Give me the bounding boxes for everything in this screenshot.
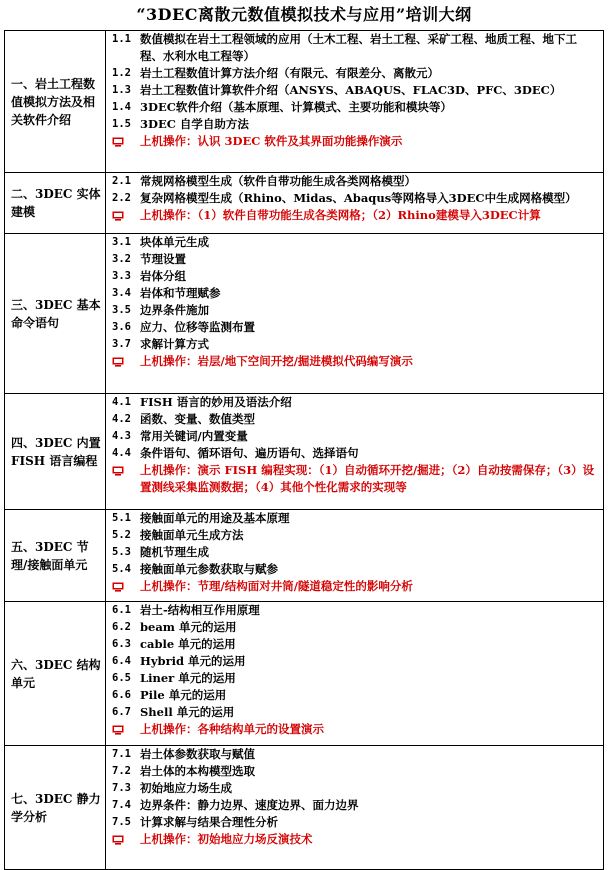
outline-item [106,319,603,336]
item-number: 5.3 [112,546,131,558]
training-outline-table [4,30,604,870]
item-number: 1.3 [112,84,131,96]
item-text: 岩体分组 [140,269,186,283]
lab-text: 上机操作：各种结构单元的设置演示 [140,722,324,736]
outline-item [106,411,603,428]
module-items [106,510,604,602]
lab-text: 上机操作：演示 FISH 编程实现：（1）自动循环开挖/掘进；（2）自动按需保存；（3）设置测线采集监测数据；（4）其他个性化需求的实现等 [140,463,595,494]
item-text: 岩土工程数值计算方法介绍（有限元、有限差分、离散元） [140,66,439,80]
item-number: 1.4 [112,101,131,113]
module-row [5,602,604,746]
computer-icon [112,133,140,150]
outline-item [106,687,603,704]
item-text: 求解计算方式 [140,337,209,351]
document-title: “3DEC离散元数值模拟技术与应用”培训大纲 [136,5,472,24]
item-text: 接触面单元的用途及基本原理 [140,511,290,525]
outline-item [106,814,603,831]
lab-exercise [106,831,603,848]
module-items [106,31,604,173]
outline-item [106,704,603,721]
item-number: 4.2 [112,413,131,425]
item-text: 块体单元生成 [140,235,209,249]
lab-text: 上机操作：岩层/地下空间开挖/掘进模拟代码编写演示 [140,354,413,368]
module-row [5,31,604,173]
lab-text: 上机操作：认识 3DEC 软件及其界面功能操作演示 [140,134,403,148]
item-number: 5.4 [112,563,131,575]
outline-item [106,510,603,527]
item-number: 2.2 [112,192,131,204]
item-number: 5.1 [112,512,131,524]
item-text: cable 单元的运用 [140,637,236,651]
item-text: 岩土-结构相互作用原理 [140,603,260,617]
lab-exercise [106,578,603,595]
item-text: 边界条件施加 [140,303,209,317]
item-number: 6.7 [112,706,131,718]
item-number: 3.7 [112,338,131,350]
outline-item [106,780,603,797]
module-row [5,394,604,510]
item-number: 5.2 [112,529,131,541]
outline-item [106,99,603,116]
item-number: 4.3 [112,430,131,442]
lab-text: 上机操作：节理/结构面对井筒/隧道稳定性的影响分析 [140,579,413,593]
item-text: 应力、位移等监测布置 [140,320,255,334]
computer-icon [112,353,140,370]
item-number: 6.5 [112,672,131,684]
outline-item [106,636,603,653]
item-number: 2.1 [112,175,131,187]
item-number: 3.6 [112,321,131,333]
computer-icon [112,721,140,738]
item-text: 接触面单元参数获取与赋参 [140,562,278,576]
lab-text: 上机操作：（1）软件自带功能生成各类网格；（2）Rhino建模导入3DEC计算 [140,208,541,222]
item-number: 7.4 [112,799,131,811]
module-items [106,394,604,510]
outline-item [106,670,603,687]
outline-item [106,285,603,302]
item-text: 岩土体参数获取与赋值 [140,747,255,761]
item-number: 7.5 [112,816,131,828]
item-text: 岩体和节理赋参 [140,286,221,300]
item-number: 3.4 [112,287,131,299]
module-name: 七、3DEC 静力学分析 [5,746,106,870]
item-text: 节理设置 [140,252,186,266]
outline-item [106,619,603,636]
item-text: 岩土体的本构模型选取 [140,764,255,778]
module-items [106,746,604,870]
lab-exercise [106,353,603,370]
lab-text: 上机操作：初始地应力场反演技术 [140,832,313,846]
module-items [106,173,604,234]
item-text: 3DEC 自学自助方法 [140,117,249,131]
outline-item [106,394,603,411]
module-name: 五、3DEC 节理/接触面单元 [5,510,106,602]
item-number: 7.3 [112,782,131,794]
module-name: 四、3DEC 内置 FISH 语言编程 [5,394,106,510]
outline-item [106,251,603,268]
item-number: 6.2 [112,621,131,633]
item-text: Liner 单元的运用 [140,671,236,685]
outline-item [106,336,603,353]
outline-item [106,602,603,619]
module-row [5,234,604,394]
lab-exercise [106,207,603,224]
computer-icon [112,462,140,479]
item-text: 常用关键词/内置变量 [140,429,248,443]
item-number: 3.2 [112,253,131,265]
computer-icon [112,578,140,595]
module-name: 二、3DEC 实体建模 [5,173,106,234]
outline-item [106,65,603,82]
item-text: 岩土工程数值计算软件介绍（ANSYS、ABAQUS、FLAC3D、PFC、3DEC） [140,83,562,97]
module-items [106,234,604,394]
item-text: Shell 单元的运用 [140,705,235,719]
module-row [5,510,604,602]
item-text: 接触面单元生成方法 [140,528,244,542]
item-number: 3.1 [112,236,131,248]
outline-item [106,527,603,544]
lab-exercise [106,133,603,150]
module-name: 一、岩土工程数值模拟方法及相关软件介绍 [5,31,106,173]
item-text: 数值模拟在岩土工程领域的应用（土木工程、岩土工程、采矿工程、地质工程、地下工程、水利水电工程等） [140,32,577,63]
item-text: beam 单元的运用 [140,620,237,634]
outline-item [106,746,603,763]
item-number: 7.2 [112,765,131,777]
module-row [5,173,604,234]
item-number: 3.3 [112,270,131,282]
outline-item [106,763,603,780]
outline-item [106,445,603,462]
item-text: 复杂网格模型生成（Rhino、Midas、Abaqus等网格导入3DEC中生成网格模型） [140,191,577,205]
outline-item [106,173,603,190]
item-number: 6.6 [112,689,131,701]
outline-item [106,268,603,285]
computer-icon [112,207,140,224]
module-name: 三、3DEC 基本命令语句 [5,234,106,394]
outline-item [106,82,603,99]
outline-item [106,561,603,578]
item-text: FISH 语言的妙用及语法介绍 [140,395,292,409]
item-number: 1.5 [112,118,131,130]
module-row [5,746,604,870]
item-number: 4.4 [112,447,131,459]
item-text: Hybrid 单元的运用 [140,654,246,668]
item-number: 3.5 [112,304,131,316]
outline-item [106,190,603,207]
item-number: 6.1 [112,604,131,616]
outline-item [106,302,603,319]
lab-exercise [106,462,603,496]
outline-item [106,797,603,814]
item-number: 6.4 [112,655,131,667]
module-items [106,602,604,746]
computer-icon [112,831,140,848]
lab-exercise [106,721,603,738]
outline-item [106,653,603,670]
item-text: Pile 单元的运用 [140,688,227,702]
item-text: 常规网格模型生成（软件自带功能生成各类网格模型） [140,174,416,188]
item-text: 条件语句、循环语句、遍历语句、选择语句 [140,446,359,460]
outline-item [106,31,603,65]
module-name: 六、3DEC 结构单元 [5,602,106,746]
item-text: 计算求解与结果合理性分析 [140,815,278,829]
item-text: 随机节理生成 [140,545,209,559]
outline-item [106,116,603,133]
item-number: 6.3 [112,638,131,650]
outline-item [106,428,603,445]
item-number: 1.2 [112,67,131,79]
item-number: 4.1 [112,396,131,408]
item-number: 7.1 [112,748,131,760]
item-text: 3DEC软件介绍（基本原理、计算模式、主要功能和模块等） [140,100,452,114]
item-text: 函数、变量、数值类型 [140,412,255,426]
outline-item [106,544,603,561]
item-text: 初始地应力场生成 [140,781,232,795]
item-text: 边界条件：静力边界、速度边界、面力边界 [140,798,359,812]
item-number: 1.1 [112,33,131,45]
outline-item [106,234,603,251]
